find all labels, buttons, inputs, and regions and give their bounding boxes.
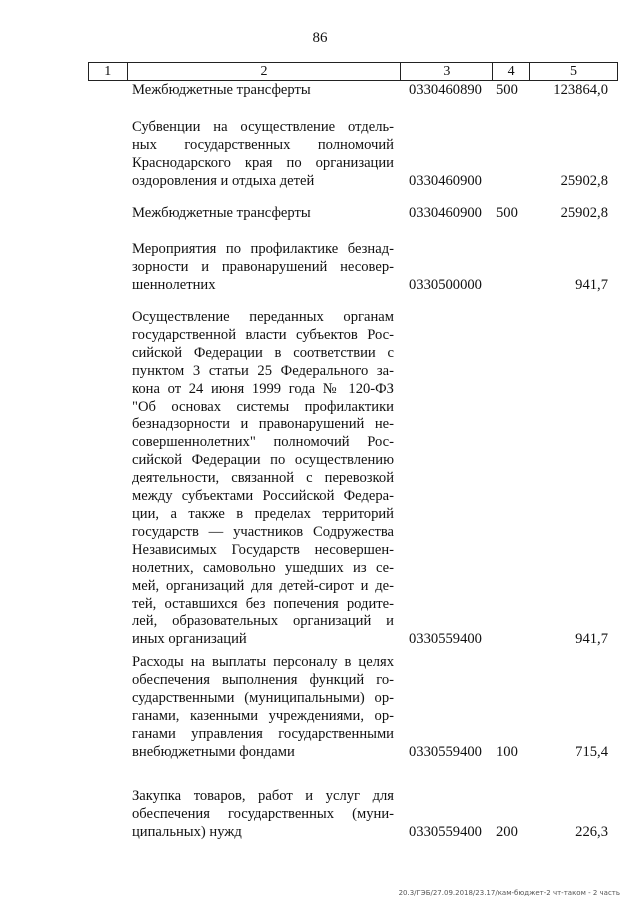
description-line: внебюджетными фондами	[132, 743, 295, 760]
description-line: Межбюджетные трансферты	[132, 82, 311, 98]
row-description	[132, 309, 394, 649]
description-line: тей, оставшихся без попечения родите-	[132, 595, 394, 612]
row-amount: 941,7	[575, 276, 608, 293]
description-line: ципальных) нужд	[132, 823, 242, 840]
description-line: ганами управления государственными	[132, 725, 394, 742]
row-expense-type: 100	[496, 743, 518, 760]
description-line: государств — участников Содружества	[132, 523, 394, 540]
description-line: Независимых Государств несовершен-	[132, 541, 394, 558]
description-line: сударственными (муниципальными) ор-	[132, 689, 394, 706]
description-line: ции, а также в пределах территорий	[132, 505, 394, 522]
row-amount: 941,7	[575, 631, 608, 648]
row-description	[132, 119, 394, 191]
description-line: иных организаций	[132, 631, 247, 648]
description-line: совершеннолетних" полномочий Рос-	[132, 434, 394, 451]
row-code: 0330559400	[409, 823, 482, 840]
description-line: ганами, казенными учреждениями, ор-	[132, 707, 394, 724]
description-line: ных государственных полномочий	[132, 136, 394, 153]
column-header-table	[88, 62, 618, 81]
description-line: между субъектами Российской Федера-	[132, 488, 394, 505]
description-line: пунктом 3 статьи 25 Федерального за-	[132, 362, 394, 379]
description-line: нолетних, самовольно ушедших из се-	[132, 559, 394, 576]
description-line: Расходы на выплаты персоналу в целях	[132, 654, 394, 670]
row-expense-type: 500	[496, 205, 518, 221]
description-line: шеннолетних	[132, 276, 216, 293]
page-number: 86	[312, 30, 328, 46]
row-code: 0330460900	[409, 172, 482, 189]
description-line: оздоровления и отдыха детей	[132, 172, 315, 189]
description-line: Мероприятия по профилактике безнад-	[132, 241, 394, 257]
column-header-row	[89, 63, 618, 81]
row-code: 0330460900	[409, 205, 482, 221]
row-code: 0330559400	[409, 743, 482, 760]
column-header-2: 2	[127, 63, 401, 81]
description-line: сийской Федерации в соответствии с	[132, 344, 394, 361]
description-line: обеспечения государственных (муни-	[132, 805, 394, 822]
description-line: безнадзорности и правонарушений не-	[132, 416, 394, 433]
description-line: обеспечения выполнения функций го-	[132, 671, 394, 688]
description-line: Закупка товаров, работ и услуг для	[132, 788, 394, 804]
row-amount: 226,3	[575, 823, 608, 840]
row-description	[132, 654, 394, 761]
description-line: мей, организаций для детей-сирот и де-	[132, 577, 394, 594]
description-line: сийской Федерации по осуществлению	[132, 452, 394, 469]
footer-note: 20.3/ГЭБ/27.09.2018/23.17/кам-бюджет-2 чт-таком - 2 часть	[398, 889, 620, 897]
column-header-3: 3	[401, 63, 493, 81]
description-line: Межбюджетные трансферты	[132, 205, 311, 221]
column-header-4: 4	[493, 63, 530, 81]
column-header-1: 1	[89, 63, 128, 81]
row-amount: 123864,0	[553, 82, 608, 98]
column-header-5: 5	[529, 63, 617, 81]
row-code: 0330460890	[409, 82, 482, 98]
description-line: зорности и правонарушений несовер-	[132, 258, 394, 275]
row-description	[132, 205, 394, 223]
description-line: государственной власти субъектов Рос-	[132, 326, 394, 343]
row-amount: 25902,8	[560, 205, 608, 221]
description-line: лей, образовательных организаций и	[132, 613, 394, 630]
row-code: 0330500000	[409, 276, 482, 293]
row-amount: 25902,8	[560, 172, 608, 189]
row-description	[132, 82, 394, 100]
description-line: "Об основах системы профилактики	[132, 398, 394, 415]
row-description	[132, 788, 394, 842]
row-expense-type: 500	[496, 82, 518, 98]
description-line: кона от 24 июня 1999 года № 120-ФЗ	[132, 380, 394, 397]
description-line: Субвенции на осуществление отдель-	[132, 119, 394, 135]
description-line: Осуществление переданных органам	[132, 309, 394, 325]
description-line: деятельности, связанной с перевозкой	[132, 470, 394, 487]
row-expense-type: 200	[496, 823, 518, 840]
row-description	[132, 241, 394, 295]
row-amount: 715,4	[575, 743, 608, 760]
row-code: 0330559400	[409, 631, 482, 648]
description-line: Краснодарского края по организации	[132, 154, 394, 171]
